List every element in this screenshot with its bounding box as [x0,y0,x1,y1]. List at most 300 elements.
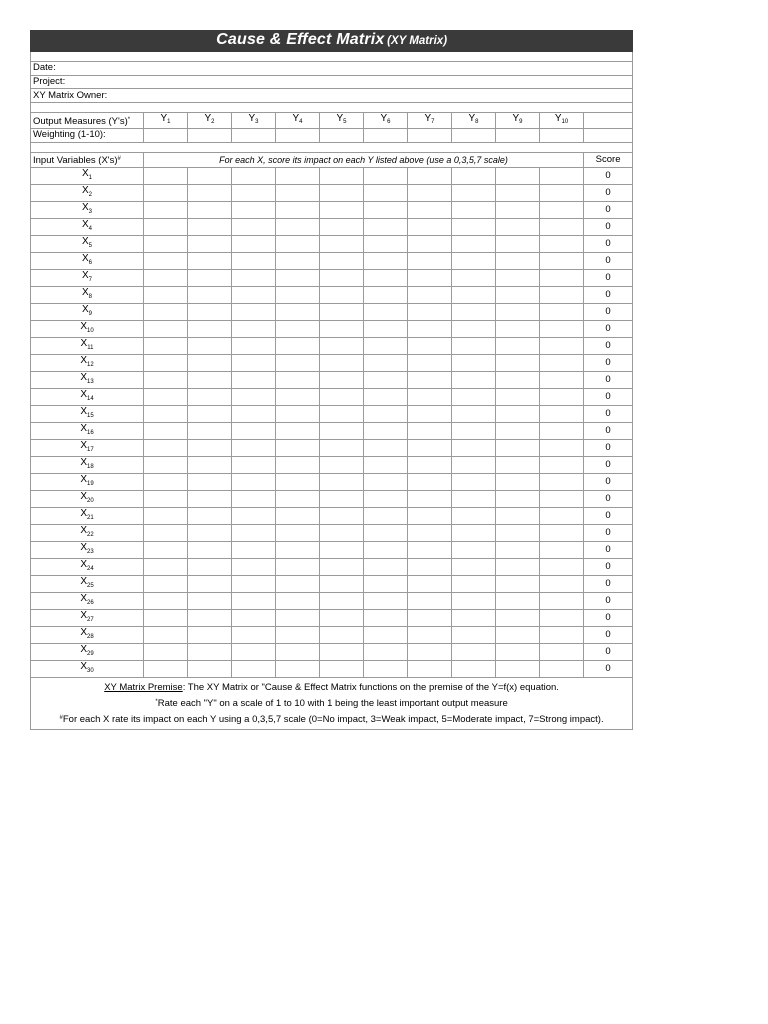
impact-cell[interactable] [188,337,232,354]
impact-cell[interactable] [232,303,276,320]
impact-cell[interactable] [188,507,232,524]
impact-cell[interactable] [232,252,276,269]
impact-cell[interactable] [188,184,232,201]
y-header-8[interactable] [452,113,496,129]
impact-cell[interactable] [188,218,232,235]
impact-cell[interactable] [540,558,584,575]
impact-cell[interactable] [144,354,188,371]
impact-cell[interactable] [320,558,364,575]
impact-cell[interactable] [452,286,496,303]
impact-cell[interactable] [188,490,232,507]
impact-cell[interactable] [144,337,188,354]
impact-cell[interactable] [276,541,320,558]
impact-cell[interactable] [144,405,188,422]
impact-cell[interactable] [496,201,540,218]
impact-cell[interactable] [144,269,188,286]
impact-cell[interactable] [232,422,276,439]
impact-cell[interactable] [540,643,584,660]
impact-cell[interactable] [320,592,364,609]
impact-cell[interactable] [232,184,276,201]
impact-cell[interactable] [408,286,452,303]
impact-cell[interactable] [232,490,276,507]
impact-cell[interactable] [144,439,188,456]
impact-cell[interactable] [408,592,452,609]
impact-cell[interactable] [540,524,584,541]
impact-cell[interactable] [320,541,364,558]
impact-cell[interactable] [540,592,584,609]
impact-cell[interactable] [320,218,364,235]
impact-cell[interactable] [540,354,584,371]
impact-cell[interactable] [408,201,452,218]
impact-cell[interactable] [320,575,364,592]
impact-cell[interactable] [364,388,408,405]
impact-cell[interactable] [496,456,540,473]
impact-cell[interactable] [452,184,496,201]
impact-cell[interactable] [144,422,188,439]
impact-cell[interactable] [452,422,496,439]
impact-cell[interactable] [276,575,320,592]
impact-cell[interactable] [496,609,540,626]
impact-cell[interactable] [276,303,320,320]
impact-cell[interactable] [320,456,364,473]
impact-cell[interactable] [408,354,452,371]
impact-cell[interactable] [188,422,232,439]
impact-cell[interactable] [452,541,496,558]
impact-cell[interactable] [496,524,540,541]
impact-cell[interactable] [408,422,452,439]
impact-cell[interactable] [144,507,188,524]
impact-cell[interactable] [188,252,232,269]
y-header-5[interactable] [320,113,364,129]
impact-cell[interactable] [452,575,496,592]
impact-cell[interactable] [408,643,452,660]
impact-cell[interactable] [452,388,496,405]
impact-cell[interactable] [144,558,188,575]
impact-cell[interactable] [540,660,584,677]
impact-cell[interactable] [276,405,320,422]
impact-cell[interactable] [232,354,276,371]
weighting-cell-4[interactable] [276,129,320,143]
impact-cell[interactable] [540,490,584,507]
impact-cell[interactable] [188,405,232,422]
impact-cell[interactable] [496,388,540,405]
impact-cell[interactable] [408,507,452,524]
impact-cell[interactable] [276,388,320,405]
owner-field[interactable]: XY Matrix Owner: [31,89,633,103]
weighting-cell-1[interactable] [144,129,188,143]
impact-cell[interactable] [540,507,584,524]
weighting-cell-2[interactable] [188,129,232,143]
impact-cell[interactable] [364,405,408,422]
impact-cell[interactable] [320,490,364,507]
impact-cell[interactable] [408,456,452,473]
impact-cell[interactable] [540,626,584,643]
impact-cell[interactable] [540,201,584,218]
impact-cell[interactable] [452,371,496,388]
impact-cell[interactable] [364,201,408,218]
impact-cell[interactable] [188,354,232,371]
impact-cell[interactable] [364,524,408,541]
impact-cell[interactable] [276,609,320,626]
impact-cell[interactable] [496,235,540,252]
impact-cell[interactable] [408,473,452,490]
impact-cell[interactable] [232,609,276,626]
impact-cell[interactable] [452,660,496,677]
impact-cell[interactable] [364,643,408,660]
impact-cell[interactable] [364,660,408,677]
impact-cell[interactable] [496,473,540,490]
impact-cell[interactable] [320,609,364,626]
impact-cell[interactable] [364,592,408,609]
impact-cell[interactable] [232,201,276,218]
impact-cell[interactable] [540,320,584,337]
impact-cell[interactable] [364,422,408,439]
impact-cell[interactable] [408,235,452,252]
impact-cell[interactable] [232,626,276,643]
impact-cell[interactable] [144,660,188,677]
impact-cell[interactable] [452,626,496,643]
impact-cell[interactable] [452,167,496,184]
impact-cell[interactable] [540,167,584,184]
y-header-2[interactable] [188,113,232,129]
impact-cell[interactable] [144,609,188,626]
impact-cell[interactable] [496,643,540,660]
impact-cell[interactable] [540,388,584,405]
impact-cell[interactable] [188,320,232,337]
impact-cell[interactable] [540,218,584,235]
impact-cell[interactable] [144,235,188,252]
impact-cell[interactable] [364,609,408,626]
impact-cell[interactable] [276,507,320,524]
impact-cell[interactable] [188,541,232,558]
impact-cell[interactable] [320,337,364,354]
impact-cell[interactable] [540,252,584,269]
impact-cell[interactable] [408,609,452,626]
impact-cell[interactable] [320,524,364,541]
impact-cell[interactable] [320,405,364,422]
impact-cell[interactable] [320,320,364,337]
impact-cell[interactable] [232,286,276,303]
impact-cell[interactable] [364,337,408,354]
impact-cell[interactable] [540,286,584,303]
impact-cell[interactable] [364,439,408,456]
impact-cell[interactable] [232,473,276,490]
impact-cell[interactable] [320,286,364,303]
impact-cell[interactable] [540,473,584,490]
impact-cell[interactable] [144,490,188,507]
impact-cell[interactable] [452,235,496,252]
y-header-4[interactable] [276,113,320,129]
impact-cell[interactable] [452,303,496,320]
impact-cell[interactable] [408,184,452,201]
impact-cell[interactable] [452,592,496,609]
impact-cell[interactable] [320,371,364,388]
impact-cell[interactable] [276,473,320,490]
weighting-cell-10[interactable] [540,129,584,143]
impact-cell[interactable] [188,167,232,184]
impact-cell[interactable] [452,354,496,371]
impact-cell[interactable] [408,337,452,354]
impact-cell[interactable] [408,660,452,677]
impact-cell[interactable] [188,388,232,405]
impact-cell[interactable] [364,252,408,269]
impact-cell[interactable] [408,371,452,388]
impact-cell[interactable] [276,456,320,473]
impact-cell[interactable] [232,507,276,524]
weighting-cell-8[interactable] [452,129,496,143]
impact-cell[interactable] [144,167,188,184]
impact-cell[interactable] [364,456,408,473]
impact-cell[interactable] [276,643,320,660]
impact-cell[interactable] [320,439,364,456]
impact-cell[interactable] [276,320,320,337]
impact-cell[interactable] [232,541,276,558]
impact-cell[interactable] [144,626,188,643]
weighting-cell-5[interactable] [320,129,364,143]
impact-cell[interactable] [408,524,452,541]
impact-cell[interactable] [188,439,232,456]
impact-cell[interactable] [320,473,364,490]
impact-cell[interactable] [540,456,584,473]
impact-cell[interactable] [496,626,540,643]
impact-cell[interactable] [276,252,320,269]
impact-cell[interactable] [232,643,276,660]
impact-cell[interactable] [496,422,540,439]
impact-cell[interactable] [496,507,540,524]
impact-cell[interactable] [540,439,584,456]
impact-cell[interactable] [232,235,276,252]
impact-cell[interactable] [496,592,540,609]
impact-cell[interactable] [540,405,584,422]
impact-cell[interactable] [496,167,540,184]
impact-cell[interactable] [496,660,540,677]
impact-cell[interactable] [320,660,364,677]
impact-cell[interactable] [496,439,540,456]
impact-cell[interactable] [144,252,188,269]
impact-cell[interactable] [496,558,540,575]
impact-cell[interactable] [144,456,188,473]
impact-cell[interactable] [408,303,452,320]
impact-cell[interactable] [452,609,496,626]
impact-cell[interactable] [144,473,188,490]
impact-cell[interactable] [144,575,188,592]
project-field[interactable]: Project: [31,75,633,89]
impact-cell[interactable] [540,371,584,388]
impact-cell[interactable] [364,371,408,388]
y-header-1[interactable] [144,113,188,129]
impact-cell[interactable] [188,626,232,643]
impact-cell[interactable] [276,422,320,439]
impact-cell[interactable] [276,558,320,575]
impact-cell[interactable] [408,558,452,575]
impact-cell[interactable] [364,320,408,337]
impact-cell[interactable] [496,252,540,269]
impact-cell[interactable] [232,337,276,354]
impact-cell[interactable] [452,490,496,507]
impact-cell[interactable] [188,592,232,609]
impact-cell[interactable] [320,626,364,643]
impact-cell[interactable] [144,303,188,320]
y-header-10[interactable] [540,113,584,129]
impact-cell[interactable] [540,422,584,439]
impact-cell[interactable] [188,456,232,473]
impact-cell[interactable] [320,201,364,218]
impact-cell[interactable] [232,439,276,456]
impact-cell[interactable] [452,558,496,575]
weighting-cell-6[interactable] [364,129,408,143]
impact-cell[interactable] [144,184,188,201]
impact-cell[interactable] [320,422,364,439]
impact-cell[interactable] [276,201,320,218]
impact-cell[interactable] [144,201,188,218]
impact-cell[interactable] [144,643,188,660]
impact-cell[interactable] [144,286,188,303]
impact-cell[interactable] [496,320,540,337]
impact-cell[interactable] [452,643,496,660]
impact-cell[interactable] [232,167,276,184]
impact-cell[interactable] [408,388,452,405]
impact-cell[interactable] [364,626,408,643]
impact-cell[interactable] [320,643,364,660]
impact-cell[interactable] [232,456,276,473]
impact-cell[interactable] [364,558,408,575]
impact-cell[interactable] [232,320,276,337]
impact-cell[interactable] [364,354,408,371]
impact-cell[interactable] [232,575,276,592]
impact-cell[interactable] [188,371,232,388]
impact-cell[interactable] [188,660,232,677]
impact-cell[interactable] [364,575,408,592]
impact-cell[interactable] [408,269,452,286]
impact-cell[interactable] [452,218,496,235]
impact-cell[interactable] [452,507,496,524]
impact-cell[interactable] [408,575,452,592]
impact-cell[interactable] [144,371,188,388]
impact-cell[interactable] [452,201,496,218]
impact-cell[interactable] [408,626,452,643]
impact-cell[interactable] [496,184,540,201]
impact-cell[interactable] [540,269,584,286]
impact-cell[interactable] [408,320,452,337]
impact-cell[interactable] [408,218,452,235]
y-header-6[interactable] [364,113,408,129]
impact-cell[interactable] [144,320,188,337]
impact-cell[interactable] [320,184,364,201]
impact-cell[interactable] [408,167,452,184]
impact-cell[interactable] [452,337,496,354]
impact-cell[interactable] [496,575,540,592]
impact-cell[interactable] [232,405,276,422]
impact-cell[interactable] [232,269,276,286]
impact-cell[interactable] [276,439,320,456]
impact-cell[interactable] [276,167,320,184]
impact-cell[interactable] [496,303,540,320]
impact-cell[interactable] [232,592,276,609]
impact-cell[interactable] [188,575,232,592]
impact-cell[interactable] [408,490,452,507]
impact-cell[interactable] [188,201,232,218]
impact-cell[interactable] [276,490,320,507]
impact-cell[interactable] [276,337,320,354]
impact-cell[interactable] [540,575,584,592]
impact-cell[interactable] [408,405,452,422]
impact-cell[interactable] [276,218,320,235]
impact-cell[interactable] [496,337,540,354]
impact-cell[interactable] [320,252,364,269]
impact-cell[interactable] [364,507,408,524]
impact-cell[interactable] [276,269,320,286]
impact-cell[interactable] [452,439,496,456]
impact-cell[interactable] [144,541,188,558]
impact-cell[interactable] [144,388,188,405]
impact-cell[interactable] [452,524,496,541]
impact-cell[interactable] [496,286,540,303]
impact-cell[interactable] [364,184,408,201]
impact-cell[interactable] [232,388,276,405]
impact-cell[interactable] [496,269,540,286]
impact-cell[interactable] [496,218,540,235]
impact-cell[interactable] [496,354,540,371]
impact-cell[interactable] [540,184,584,201]
impact-cell[interactable] [188,524,232,541]
impact-cell[interactable] [276,524,320,541]
impact-cell[interactable] [276,286,320,303]
weighting-cell-3[interactable] [232,129,276,143]
weighting-cell-7[interactable] [408,129,452,143]
impact-cell[interactable] [144,218,188,235]
impact-cell[interactable] [188,558,232,575]
impact-cell[interactable] [452,456,496,473]
impact-cell[interactable] [496,371,540,388]
impact-cell[interactable] [408,439,452,456]
impact-cell[interactable] [540,541,584,558]
impact-cell[interactable] [320,167,364,184]
impact-cell[interactable] [188,286,232,303]
impact-cell[interactable] [320,388,364,405]
impact-cell[interactable] [364,490,408,507]
impact-cell[interactable] [452,320,496,337]
impact-cell[interactable] [408,252,452,269]
impact-cell[interactable] [364,541,408,558]
impact-cell[interactable] [232,524,276,541]
impact-cell[interactable] [496,490,540,507]
date-field[interactable]: Date: [31,62,633,76]
impact-cell[interactable] [364,269,408,286]
impact-cell[interactable] [276,235,320,252]
y-header-3[interactable] [232,113,276,129]
impact-cell[interactable] [276,371,320,388]
impact-cell[interactable] [452,252,496,269]
impact-cell[interactable] [276,184,320,201]
impact-cell[interactable] [540,609,584,626]
impact-cell[interactable] [188,235,232,252]
impact-cell[interactable] [232,371,276,388]
impact-cell[interactable] [320,354,364,371]
impact-cell[interactable] [540,235,584,252]
impact-cell[interactable] [364,303,408,320]
weighting-cell-9[interactable] [496,129,540,143]
impact-cell[interactable] [188,473,232,490]
impact-cell[interactable] [188,609,232,626]
y-header-7[interactable] [408,113,452,129]
impact-cell[interactable] [408,541,452,558]
impact-cell[interactable] [232,558,276,575]
impact-cell[interactable] [364,286,408,303]
impact-cell[interactable] [276,592,320,609]
impact-cell[interactable] [540,303,584,320]
impact-cell[interactable] [320,269,364,286]
impact-cell[interactable] [276,626,320,643]
